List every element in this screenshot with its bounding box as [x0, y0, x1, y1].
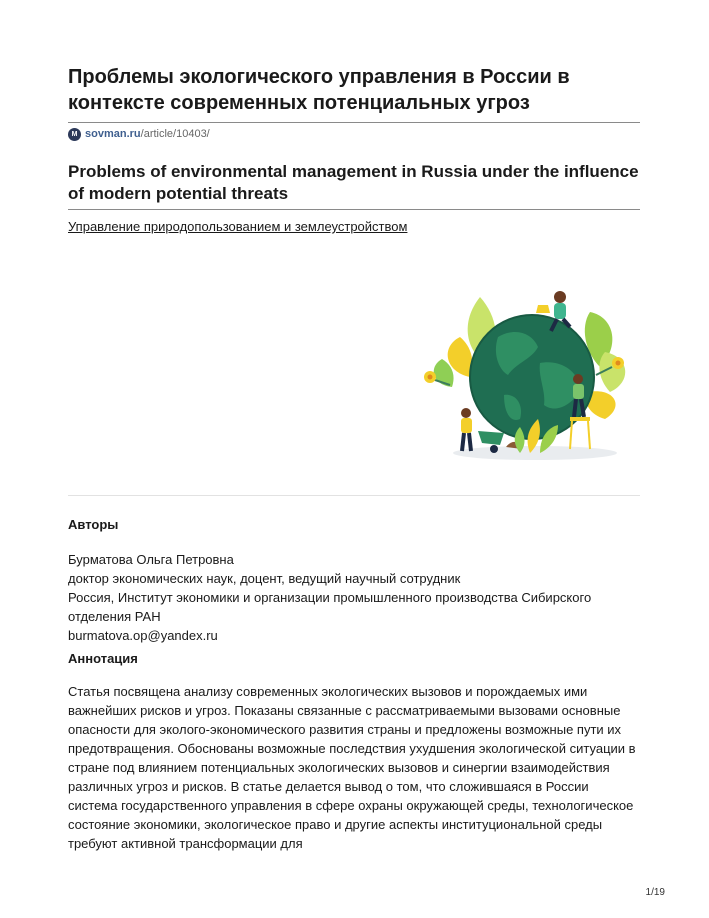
source-path[interactable]: /article/10403/ [140, 128, 210, 140]
author-info [68, 550, 640, 645]
title-divider [68, 122, 640, 123]
author-position: доктор экономических наук, доцент, ведущий научный сотрудник [68, 571, 461, 586]
article-title-en: Problems of environmental management in Russia under the influence of modern potential threats [68, 162, 639, 203]
author-email[interactable]: burmatova.op@yandex.ru [68, 628, 218, 643]
author-name: Бурматова Ольга Петровна [68, 552, 234, 567]
abstract-text: Статья посвящена анализу современных экологических вызовов и порождаемых ими важнейших рисков и угроз. Показаны связанные с рассматриваемыми вызовами основные опасности для эколого-экономического развития страны и предложены возможные пути их предотвращения. Обоснованы возможные последствия ухудшения экологической ситуации в стране под влиянием потенциальных экологических вызовов и синергии взаимодействия различных угроз и рисков. В статье делается вывод о том, что сложившаяся в России система государственного управления в сфере охраны окружающей среды, технологическое состояние экономики, экологическое право и другие аспекты институциональной среды требуют активной трансформации для [68, 684, 636, 851]
abstract-heading: Аннотация [68, 651, 138, 666]
authors-heading: Авторы [68, 517, 119, 532]
title-en-divider [68, 209, 640, 210]
site-logo-icon: M [68, 128, 81, 141]
eco-globe-illustration [420, 267, 642, 482]
source-line[interactable] [68, 126, 210, 142]
page-number: 1/19 [645, 887, 665, 898]
category-link[interactable]: Управление природопользованием и землеустройством [68, 219, 408, 234]
article-title-ru: Проблемы экологического управления в России в контексте современных потенциальных угроз [68, 66, 570, 114]
author-affiliation: Россия, Институт экономики и организации промышленного производства Сибирского отделения РАН [68, 590, 592, 624]
source-domain[interactable]: sovman.ru [85, 128, 141, 140]
section-divider [68, 495, 640, 496]
